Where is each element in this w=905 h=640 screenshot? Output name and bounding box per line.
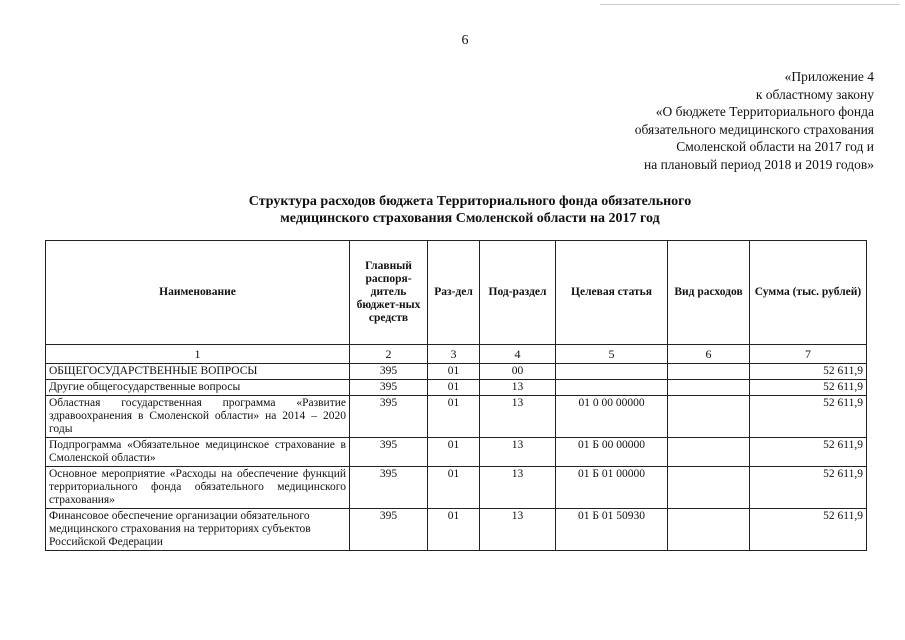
row-sum: 52 611,9 [750, 438, 867, 467]
row-type [668, 380, 750, 396]
row-section: 01 [428, 396, 480, 438]
appendix-line: на плановый период 2018 и 2019 годов» [643, 156, 874, 172]
row-target [556, 380, 668, 396]
document-title [150, 193, 790, 227]
appendix-line: к областному закону [755, 86, 874, 102]
row-name: Финансовое обеспечение организации обязательного медицинского страхования на территориях субъектов Российской Федерации [46, 509, 350, 551]
header-sum: Сумма (тыс. рублей) [750, 241, 867, 345]
row-target: 01 Б 01 00000 [556, 467, 668, 509]
budget-structure-table [45, 240, 867, 551]
row-subsection: 13 [480, 380, 556, 396]
row-section: 01 [428, 438, 480, 467]
scan-edge-line [600, 4, 900, 5]
column-number: 1 [46, 345, 350, 364]
row-type [668, 467, 750, 509]
row-subsection: 13 [480, 438, 556, 467]
appendix-line: «Приложение 4 [784, 69, 874, 84]
column-number-row [46, 345, 867, 364]
row-type [668, 396, 750, 438]
row-section: 01 [428, 380, 480, 396]
table-row [46, 438, 867, 467]
row-subsection: 13 [480, 509, 556, 551]
appendix-note [554, 68, 874, 174]
row-admin: 395 [350, 396, 428, 438]
table-row [46, 396, 867, 438]
row-sum: 52 611,9 [750, 380, 867, 396]
row-admin: 395 [350, 509, 428, 551]
page-number: 6 [461, 33, 469, 48]
table-header-row [46, 241, 867, 345]
appendix-line: «О бюджете Территориального фонда [655, 104, 874, 120]
column-number: 3 [428, 345, 480, 364]
row-type [668, 438, 750, 467]
row-admin: 395 [350, 364, 428, 380]
column-number: 4 [480, 345, 556, 364]
row-admin: 395 [350, 380, 428, 396]
header-subsection: Под-раздел [480, 241, 556, 345]
row-subsection: 13 [480, 467, 556, 509]
row-target [556, 364, 668, 380]
row-sum: 52 611,9 [750, 396, 867, 438]
row-section: 01 [428, 364, 480, 380]
row-name: Другие общегосударственные вопросы [46, 380, 350, 396]
appendix-line: обязательного медицинского страхования [634, 121, 874, 137]
row-target: 01 Б 00 00000 [556, 438, 668, 467]
row-sum: 52 611,9 [750, 509, 867, 551]
column-number: 5 [556, 345, 668, 364]
row-admin: 395 [350, 467, 428, 509]
row-section: 01 [428, 509, 480, 551]
table-row [46, 364, 867, 380]
row-name: ОБЩЕГОСУДАРСТВЕННЫЕ ВОПРОСЫ [46, 364, 350, 380]
header-name: Наименование [46, 241, 350, 345]
header-type: Вид расходов [668, 241, 750, 345]
appendix-line: Смоленской области на 2017 год и [676, 139, 874, 155]
row-name: Областная государственная программа «Развитие здравоохранения в Смоленской области» на 2014 – 2020 годы [46, 396, 350, 438]
row-section: 01 [428, 467, 480, 509]
table-row [46, 380, 867, 396]
row-admin: 395 [350, 438, 428, 467]
title-line: Структура расходов бюджета Территориального фонда обязательного [248, 194, 692, 209]
table-row [46, 467, 867, 509]
row-type [668, 509, 750, 551]
row-type [668, 364, 750, 380]
row-subsection: 13 [480, 396, 556, 438]
row-subsection: 00 [480, 364, 556, 380]
row-sum: 52 611,9 [750, 364, 867, 380]
row-name: Основное мероприятие «Расходы на обеспечение функций территориального фонда обязательного медицинского страхования» [46, 467, 350, 509]
title-line: медицинского страхования Смоленской области на 2017 год [280, 211, 660, 226]
table-row [46, 509, 867, 551]
row-name: Подпрограмма «Обязательное медицинское страхование в Смоленской области» [46, 438, 350, 467]
header-target: Целевая статья [556, 241, 668, 345]
row-target: 01 0 00 00000 [556, 396, 668, 438]
column-number: 6 [668, 345, 750, 364]
column-number: 2 [350, 345, 428, 364]
header-section: Раз-дел [428, 241, 480, 345]
row-sum: 52 611,9 [750, 467, 867, 509]
column-number: 7 [750, 345, 867, 364]
row-target: 01 Б 01 50930 [556, 509, 668, 551]
header-admin: Главный распоря-дитель бюджет-ных средств [350, 241, 428, 345]
